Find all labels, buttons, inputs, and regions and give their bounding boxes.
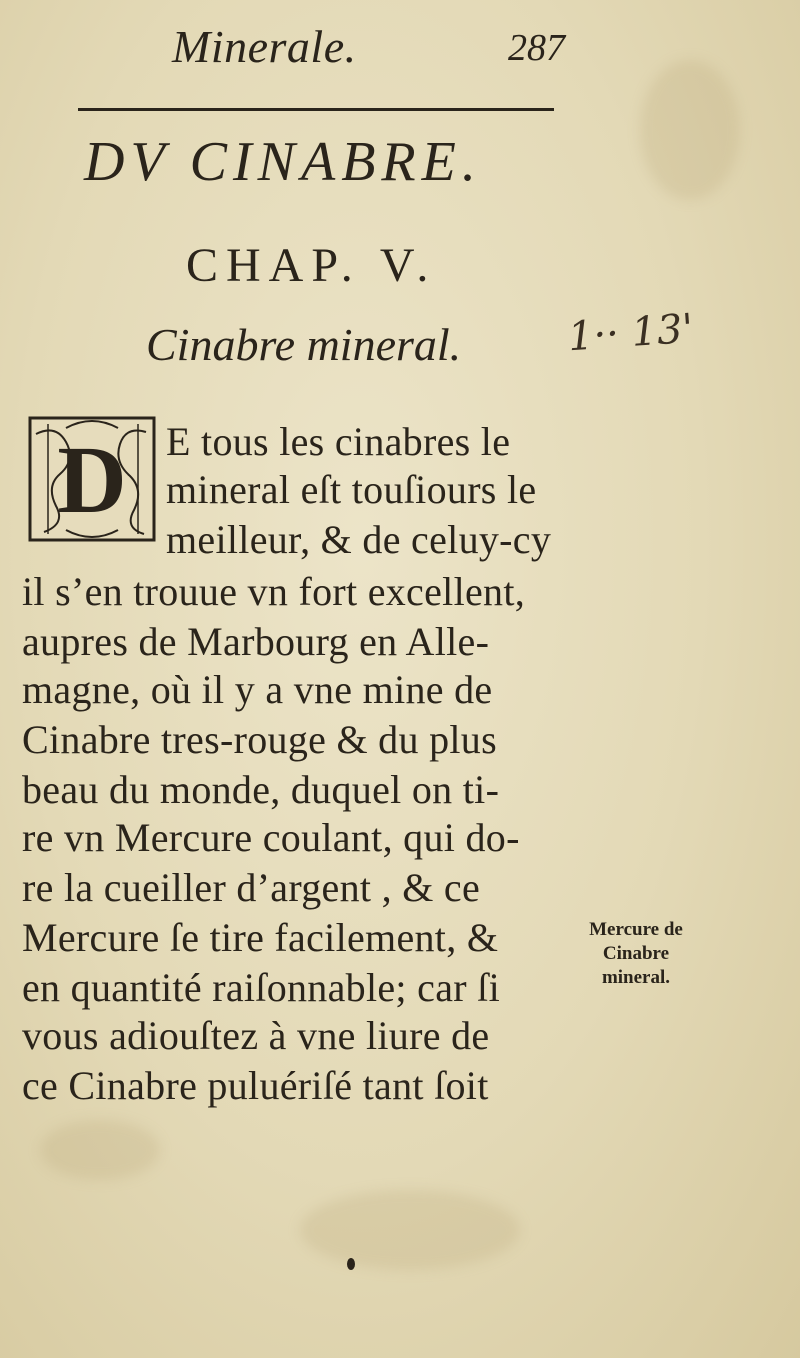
running-title: Minerale. xyxy=(172,21,357,72)
header-rule xyxy=(78,108,554,111)
chapter-title: DV CINABRE. xyxy=(84,131,482,193)
body-line-11: Mercure ſe tire facilement, & xyxy=(22,915,499,960)
paper-stain xyxy=(640,60,740,200)
body-line-3: meilleur, & de celuy-cy xyxy=(166,517,552,562)
body-line-1: E tous les cinabres le xyxy=(166,419,511,464)
page-number: 287 xyxy=(508,27,565,69)
section-title: Cinabre mineral. xyxy=(146,319,462,370)
chapter-number: CHAP. V. xyxy=(186,239,437,292)
paper-stain xyxy=(40,1120,160,1180)
ink-dot xyxy=(347,1258,355,1270)
body-line-5: aupres de Marbourg en Alle- xyxy=(22,619,490,664)
drop-cap-ornament xyxy=(26,414,158,544)
body-line-6: magne, où il y a vne mine de xyxy=(22,667,493,712)
body-line-8: beau du monde, duquel on ti- xyxy=(22,767,500,812)
body-line-7: Cinabre tres-rouge & du plus xyxy=(22,717,497,762)
drop-cap-letter: D xyxy=(57,426,127,533)
margin-note-line: mineral. xyxy=(601,967,671,988)
body-line-12: en quantité raiſonnable; car ſi xyxy=(22,965,500,1010)
body-line-13: vous adiouſtez à vne liure de xyxy=(22,1013,490,1058)
body-line-14: ce Cinabre puluériſé tant ſoit xyxy=(22,1063,489,1108)
margin-note xyxy=(572,918,700,990)
body-line-10: re la cueiller d’argent , & ce xyxy=(22,865,481,910)
body-line-2: mineral eſt touſiours le xyxy=(166,467,537,512)
handwritten-note: 1·· 13' xyxy=(566,305,695,361)
margin-note-line: Mercure de xyxy=(589,919,683,940)
body-line-9: re vn Mercure coulant, qui do- xyxy=(22,815,520,860)
margin-note-line: Cinabre xyxy=(602,943,670,964)
paper-stain xyxy=(300,1190,520,1270)
body-line-4: il s’en trouue vn fort excellent, xyxy=(22,569,526,614)
